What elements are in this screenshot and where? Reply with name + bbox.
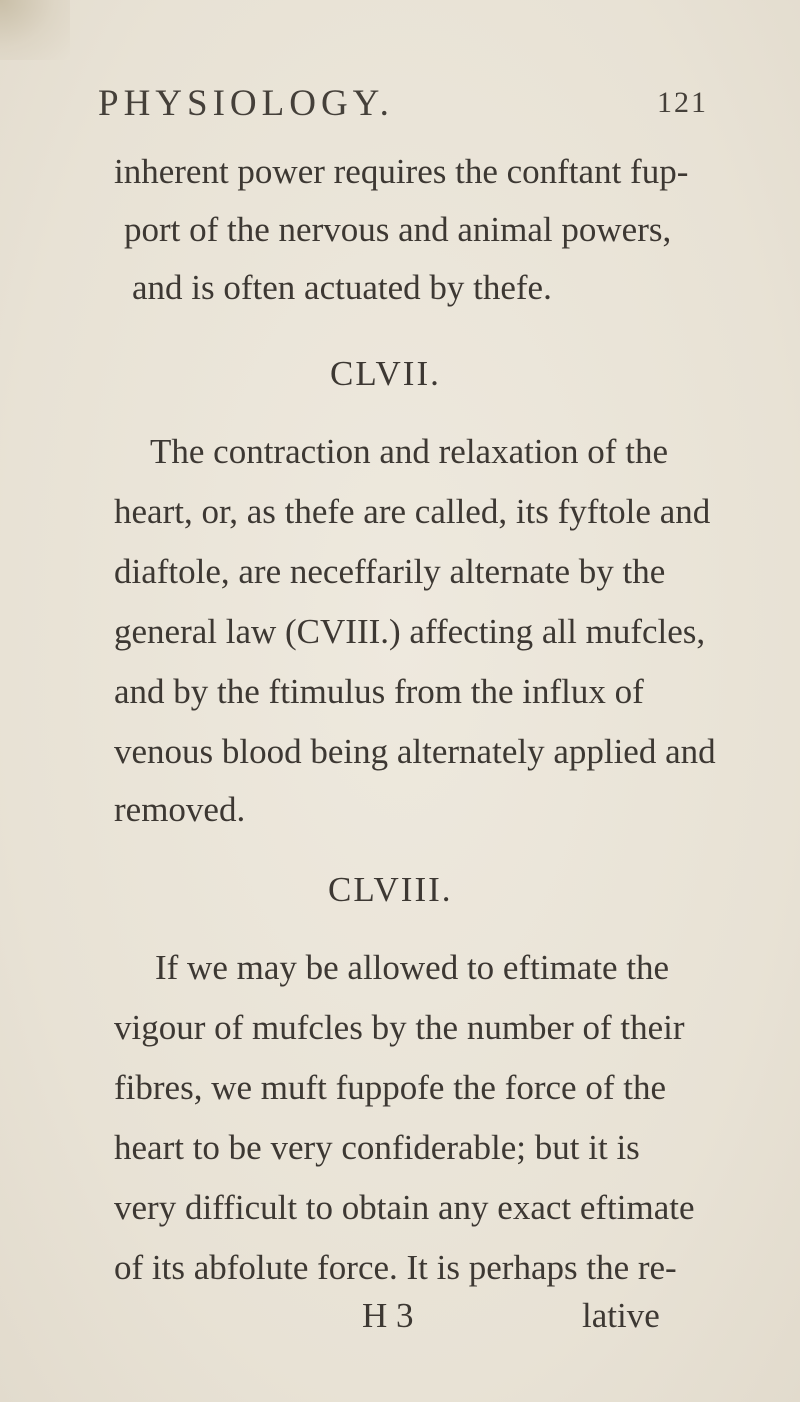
text-line: general law (CVIII.) affecting all mufcles, <box>114 612 706 651</box>
signature-mark: H 3 <box>362 1296 414 1335</box>
text-line: very difficult to obtain any exact eftimate <box>114 1188 695 1227</box>
catchword: lative <box>582 1296 660 1335</box>
section-heading-clvii: CLVII. <box>330 354 441 393</box>
text-line: heart to be very confiderable; but it is <box>114 1128 640 1167</box>
text-line: heart, or, as thefe are called, its fyftole and <box>114 492 711 531</box>
page-number: 121 <box>657 86 708 119</box>
text-line: If we may be allowed to eftimate the <box>155 948 670 987</box>
text-line: venous blood being alternately applied and <box>114 732 716 771</box>
text-line: removed. <box>114 790 246 829</box>
running-head <box>98 82 708 126</box>
text-line: vigour of mufcles by the number of their <box>114 1008 685 1047</box>
corner-stain <box>0 0 70 60</box>
text-line: and is often actuated by thefe. <box>132 268 552 307</box>
running-title: PHYSIOLOGY. <box>98 83 394 124</box>
text-line: inherent power requires the conftant fup- <box>114 152 689 191</box>
text-line: diaftole, are neceffarily alternate by the <box>114 552 666 591</box>
text-line: and by the ftimulus from the influx of <box>114 672 644 711</box>
text-line: The contraction and relaxation of the <box>150 432 668 471</box>
text-line: port of the nervous and animal powers, <box>124 210 672 249</box>
text-line: of its abfolute force. It is perhaps the re- <box>114 1248 677 1287</box>
section-heading-clviii: CLVIII. <box>328 870 453 909</box>
text-line: fibres, we muft fuppofe the force of the <box>114 1068 667 1107</box>
